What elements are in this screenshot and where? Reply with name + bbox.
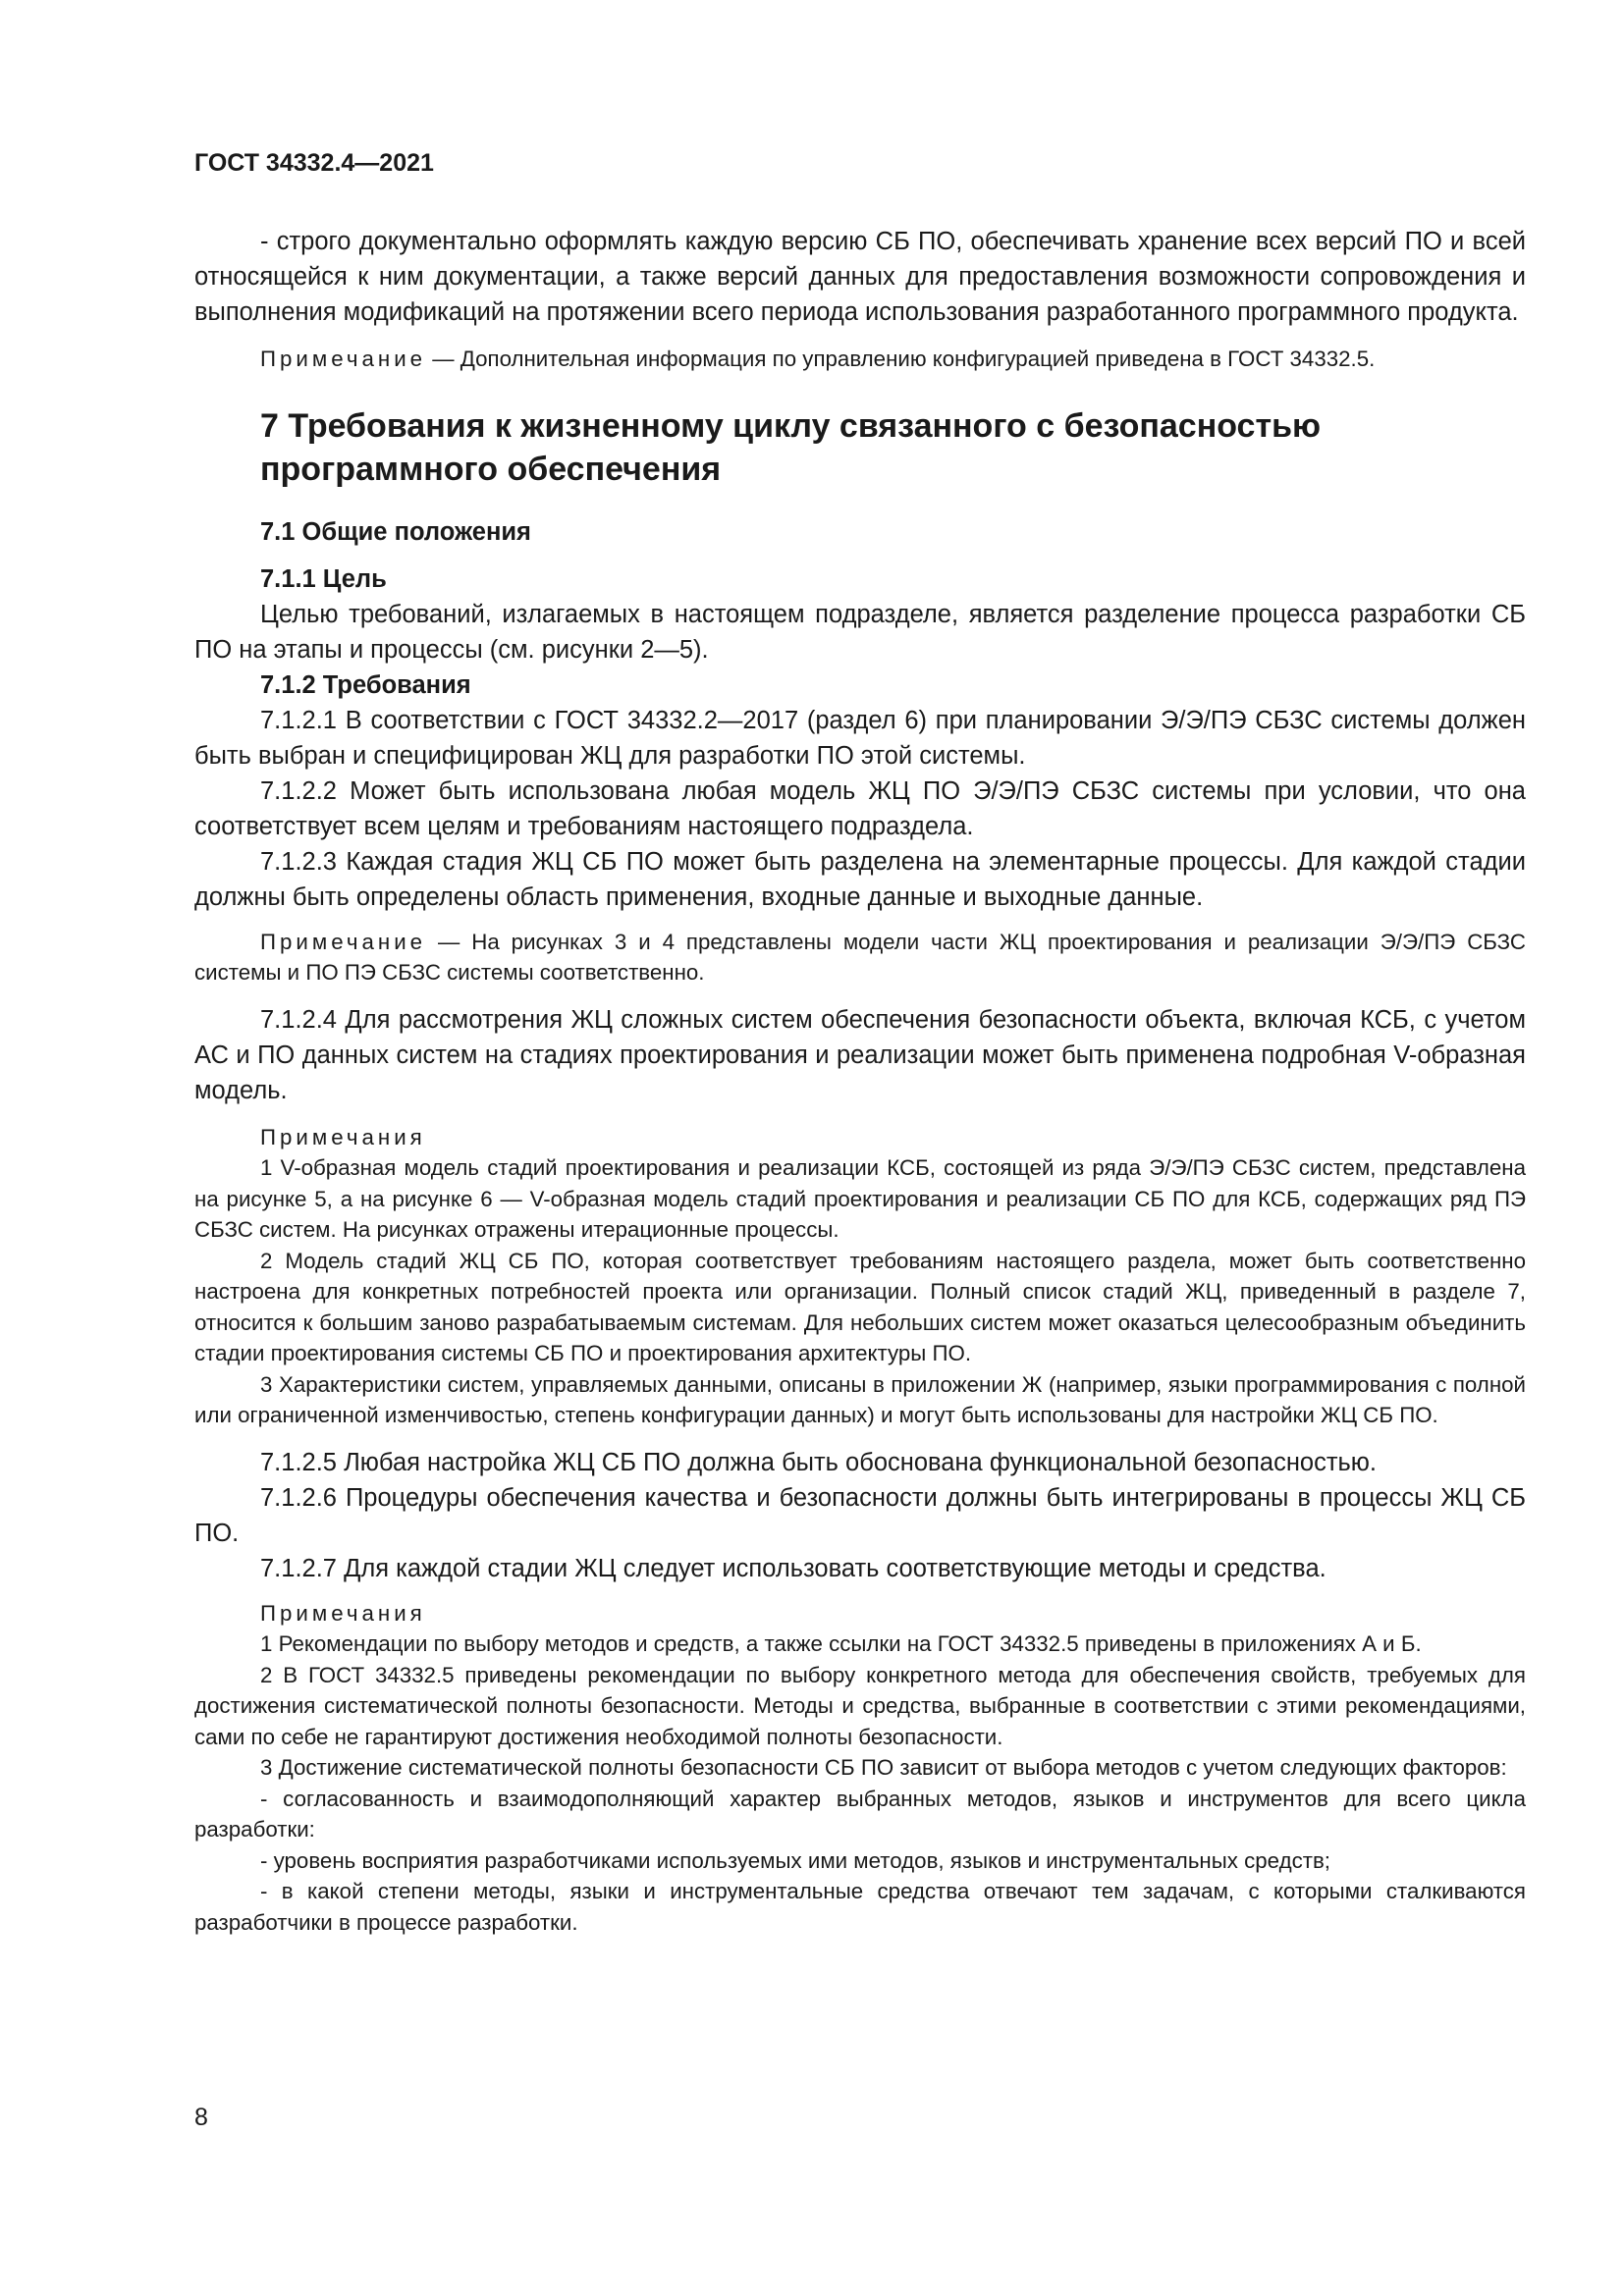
note-label: Примечание	[260, 347, 427, 371]
paragraph-7-1-1: Целью требований, излагаемых в настоящем подразделе, является разделение процесса разработки СБ ПО на этапы и процессы (см. рисунки 2—5).	[194, 600, 1526, 664]
subsection-7-1-1-title: 7.1.1 Цель	[260, 564, 387, 593]
note-item: 2 Модель стадий ЖЦ СБ ПО, которая соответствует требованиям настоящего раздела, может быть соответственно настроена для конкретных потребностей проекта или организации. Полный список стадий ЖЦ, приведенный в разделе 7, относится к большим заново разрабатываемым системам. Для небольших систем может оказаться целесообразным объединить стадии проектирования системы СБ ПО и проектирования архитектуры ПО.	[194, 1248, 1526, 1365]
note-item: 1 V-образная модель стадий проектирования и реализации КСБ, состоящей из ряда Э/Э/ПЭ СБЗС систем, представлена на рисунке 5, а на рисунке 6 — V-образная модель стадий проектирования и реализации СБ ПО для КСБ, содержащих ряд ПЭ СБЗС систем. На рисунках отражены итерационные процессы.	[194, 1155, 1526, 1242]
note-lifecycle-models	[194, 927, 1526, 988]
subsection-7-1-2-title: 7.1.2 Требования	[260, 670, 471, 699]
paragraph-7-1-2-2: 7.1.2.2 Может быть использована любая модель ЖЦ ПО Э/Э/ПЭ СБЗС системы при условии, что она соответствует всем целям и требованиям настоящего подраздела.	[194, 776, 1526, 840]
page-number: 8	[194, 2104, 208, 2131]
paragraph-7-1-2-7: 7.1.2.7 Для каждой стадии ЖЦ следует использовать соответствующие методы и средства.	[260, 1554, 1326, 1582]
document-body	[194, 224, 1526, 1938]
section-7-title-line2: программного обеспечения	[260, 450, 722, 488]
note-item: 1 Рекомендации по выбору методов и средств, а также ссылки на ГОСТ 34332.5 приведены в приложениях А и Б.	[260, 1631, 1422, 1656]
paragraph-7-1-2-5: 7.1.2.5 Любая настройка ЖЦ СБ ПО должна быть обоснована функциональной безопасностью.	[260, 1448, 1378, 1476]
notes-label: Примечания	[260, 1600, 426, 1626]
document-header: ГОСТ 34332.4—2021	[194, 149, 434, 177]
note-item: - в какой степени методы, языки и инструментальные средства отвечают тем задачам, с которыми сталкиваются разработчики в процессе разработки.	[194, 1879, 1526, 1935]
note-text: — Дополнительная информация по управлению конфигурацией приведена в ГОСТ 34332.5.	[426, 347, 1376, 371]
paragraph-config-versions: - строго документально оформлять каждую версию СБ ПО, обеспечивать хранение всех версий ПО и всей относящейся к ним документации, а также версий данных для предоставления возможности сопровождения и выполнения модификаций на протяжении всего периода использования разработанного программного продукта.	[194, 228, 1526, 326]
paragraph-7-1-2-3: 7.1.2.3 Каждая стадия ЖЦ СБ ПО может быть разделена на элементарные процессы. Для каждой стадии должны быть определены область применения, входные данные и выходные данные.	[194, 847, 1526, 911]
paragraph-7-1-2-4: 7.1.2.4 Для рассмотрения ЖЦ сложных систем обеспечения безопасности объекта, включая КСБ, с учетом АС и ПО данных систем на стадиях проектирования и реализации может быть применена подробная V-образная модель.	[194, 1005, 1526, 1104]
paragraph-7-1-2-6: 7.1.2.6 Процедуры обеспечения качества и безопасности должны быть интегрированы в процессы ЖЦ СБ ПО.	[194, 1483, 1526, 1547]
section-7-title-line1: 7 Требования к жизненному циклу связанного с безопасностью	[260, 406, 1322, 445]
note-config	[194, 344, 1526, 375]
note-text: — На рисунках 3 и 4 представлены модели части ЖЦ проектирования и реализации Э/Э/ПЭ СБЗС системы и ПО ПЭ СБЗС системы соответственно.	[194, 929, 1526, 985]
paragraph-7-1-2-1: 7.1.2.1 В соответствии с ГОСТ 34332.2—2017 (раздел 6) при планировании Э/Э/ПЭ СБЗС системы должен быть выбран и специфицирован ЖЦ для разработки ПО этой системы.	[194, 706, 1526, 770]
note-label: Примечание	[260, 929, 427, 954]
note-item: - согласованность и взаимодополняющий характер выбранных методов, языков и инструментов для всего цикла разработки:	[194, 1786, 1526, 1842]
notes-label: Примечания	[260, 1124, 426, 1149]
note-item: 3 Характеристики систем, управляемых данными, описаны в приложении Ж (например, языки программирования с полной или ограниченной изменчивостью, степень конфигурации данных) и могут быть использованы для настройки ЖЦ СБ ПО.	[194, 1371, 1526, 1427]
note-item: - уровень восприятия разработчиками используемых ими методов, языков и инструментальных средств;	[260, 1847, 1330, 1873]
note-item: 2 В ГОСТ 34332.5 приведены рекомендации по выбору конкретного метода для обеспечения свойств, требуемых для достижения систематической полноты безопасности. Методы и средства, выбранные в соответствии с этими рекомендациями, сами по себе не гарантируют достижения необходимой полноты безопасности.	[194, 1662, 1526, 1749]
subsection-7-1-title: 7.1 Общие положения	[260, 517, 531, 546]
note-item: 3 Достижение систематической полноты безопасности СБ ПО зависит от выбора методов с учетом следующих факторов:	[260, 1755, 1507, 1780]
